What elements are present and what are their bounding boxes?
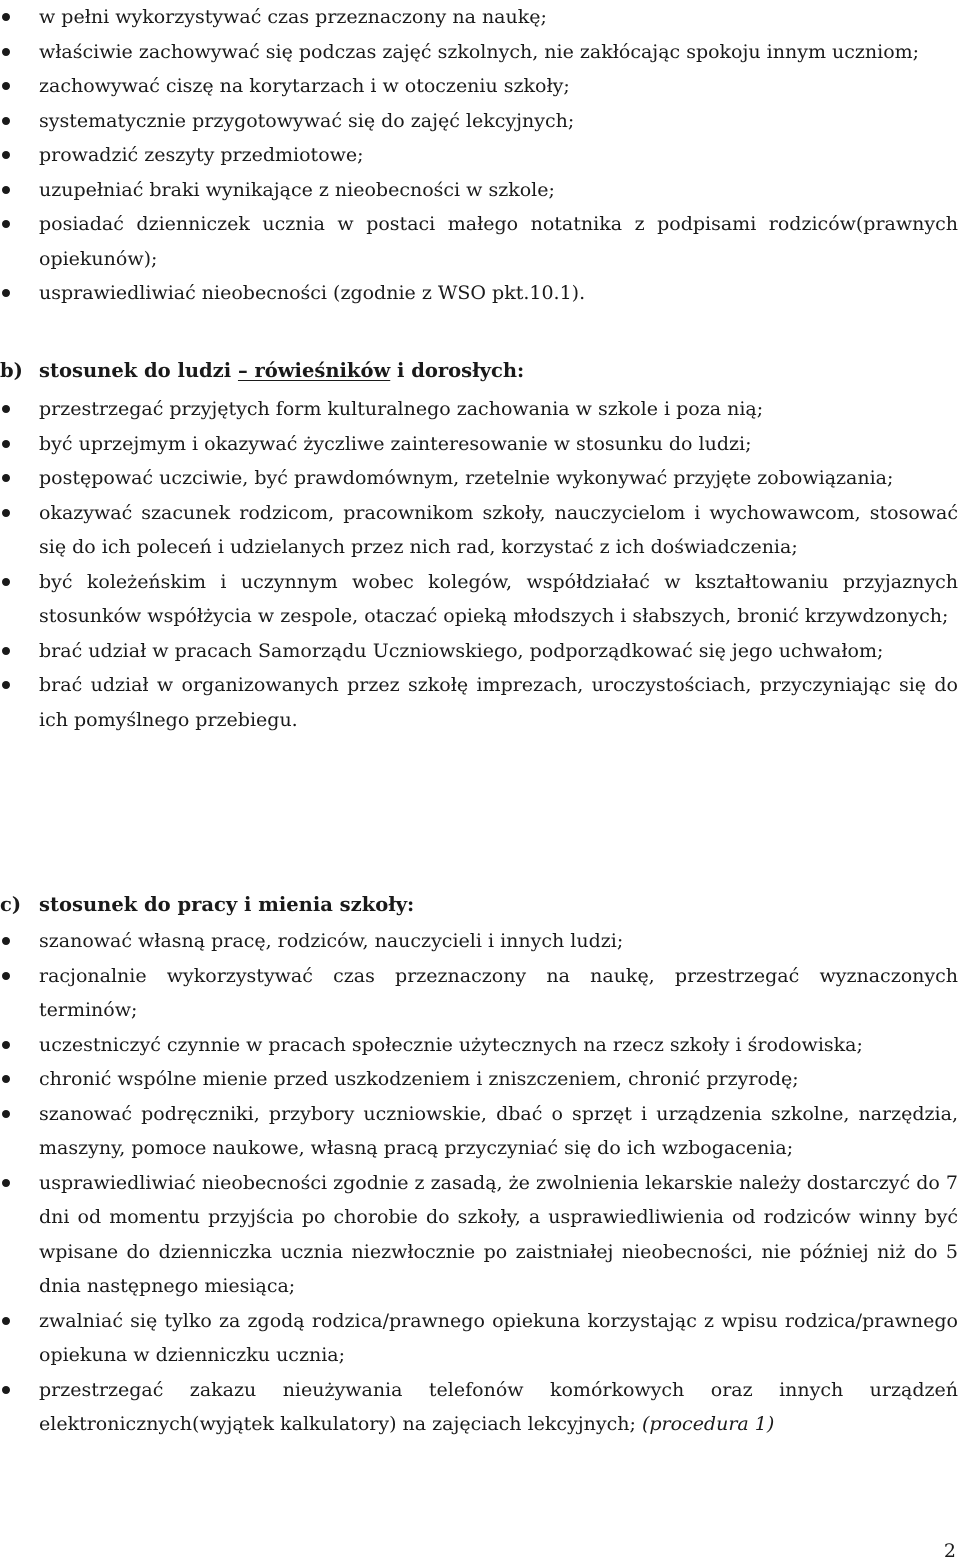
list-item: uczestniczyć czynnie w pracach społecznie użytecznych na rzecz szkoły i środowiska; <box>0 1028 958 1063</box>
list-item: racjonalnie wykorzystywać czas przeznaczony na naukę, przestrzegać wyznaczonych terminów; <box>0 959 958 1028</box>
bullet-icon <box>2 937 10 945</box>
bullet-icon <box>2 48 10 56</box>
list-item: być uprzejmym i okazywać życzliwe zainteresowanie w stosunku do ludzi; <box>0 427 958 462</box>
section-letter: c) <box>0 893 22 916</box>
bullet-icon <box>2 474 10 482</box>
bullet-icon <box>2 220 10 228</box>
bullet-icon <box>2 1110 10 1118</box>
duties-list-b <box>0 392 958 737</box>
list-item: szanować własną pracę, rodziców, nauczycieli i innych ludzi; <box>0 924 958 959</box>
heading-text: stosunek do pracy i mienia szkoły: <box>39 893 415 916</box>
list-item: zwalniać się tylko za zgodą rodzica/prawnego opiekuna korzystając z wpisu rodzica/prawnego opiekuna w dzienniczku ucznia; <box>0 1304 958 1373</box>
bullet-icon <box>2 405 10 413</box>
bullet-icon <box>2 1179 10 1187</box>
bullet-icon <box>2 681 10 689</box>
bullet-icon <box>2 82 10 90</box>
duties-list-a <box>0 0 958 311</box>
bullet-icon <box>2 509 10 517</box>
bullet-icon <box>2 289 10 297</box>
list-item: brać udział w organizowanych przez szkołę imprezach, uroczystościach, przyczyniając się do ich pomyślnego przebiegu. <box>0 668 958 737</box>
bullet-icon <box>2 13 10 21</box>
bullet-icon <box>2 1386 10 1394</box>
list-item: przestrzegać przyjętych form kulturalnego zachowania w szkole i poza nią; <box>0 392 958 427</box>
list-item: uzupełniać braki wynikające z nieobecności w szkole; <box>0 173 958 208</box>
procedure-reference: (procedura 1) <box>641 1413 775 1435</box>
list-item: chronić wspólne mienie przed uszkodzeniem i zniszczeniem, chronić przyrodę; <box>0 1062 958 1097</box>
bullet-icon <box>2 647 10 655</box>
bullet-icon <box>2 440 10 448</box>
section-letter: b) <box>0 359 23 382</box>
list-item: być koleżeńskim i uczynnym wobec kolegów, współdziałać w kształtowaniu przyjaznych stosunków współżycia w zespole, otaczać opieką młodszych i słabszych, bronić krzywdzonych; <box>0 565 958 634</box>
list-item: prowadzić zeszyty przedmiotowe; <box>0 138 958 173</box>
heading-text: stosunek do ludzi <box>39 359 238 382</box>
list-item: zachowywać ciszę na korytarzach i w otoczeniu szkoły; <box>0 69 958 104</box>
bullet-icon <box>2 151 10 159</box>
section-c-heading <box>0 888 414 922</box>
heading-text: i dorosłych: <box>390 359 525 382</box>
list-item: właściwie zachowywać się podczas zajęć szkolnych, nie zakłócając spokoju innym uczniom; <box>0 35 958 70</box>
list-item: okazywać szacunek rodzicom, pracownikom szkoły, nauczycielom i wychowawcom, stosować się do ich poleceń i udzielanych przez nich rad, korzystać z ich doświadczenia; <box>0 496 958 565</box>
list-item: brać udział w pracach Samorządu Uczniowskiego, podporządkować się jego uchwałom; <box>0 634 958 669</box>
bullet-icon <box>2 186 10 194</box>
heading-underlined-text: – rówieśników <box>237 359 391 382</box>
page-number: 2 <box>943 1540 956 1562</box>
list-item: w pełni wykorzystywać czas przeznaczony na naukę; <box>0 0 958 35</box>
section-b-heading <box>0 354 524 388</box>
list-item: przestrzegać zakazu nieużywania telefonów komórkowych oraz innych urządzeń elektronicznych(wyjątek kalkulatory) na zajęciach lekcyjnych; (procedura 1) <box>0 1373 958 1442</box>
list-item: usprawiedliwiać nieobecności (zgodnie z WSO pkt.10.1). <box>0 276 958 311</box>
bullet-icon <box>2 1075 10 1083</box>
duties-list-c <box>0 924 958 1442</box>
list-item: usprawiedliwiać nieobecności zgodnie z zasadą, że zwolnienia lekarskie należy dostarczyć do 7 dni od momentu przyjścia po chorobie do szkoły, a usprawiedliwienia od rodziców winny być wpisane do dzienniczka ucznia niezwłocznie po zaistniałej nieobecności, nie później niż do 5 dnia następnego miesiąca; <box>0 1166 958 1304</box>
bullet-icon <box>2 117 10 125</box>
bullet-icon <box>2 1317 10 1325</box>
bullet-icon <box>2 1041 10 1049</box>
bullet-icon <box>2 578 10 586</box>
list-item: systematycznie przygotowywać się do zajęć lekcyjnych; <box>0 104 958 139</box>
list-item: szanować podręczniki, przybory uczniowskie, dbać o sprzęt i urządzenia szkolne, narzędzia, maszyny, pomoce naukowe, własną pracą przyczyniać się do ich wzbogacenia; <box>0 1097 958 1166</box>
bullet-icon <box>2 972 10 980</box>
list-item: posiadać dzienniczek ucznia w postaci małego notatnika z podpisami rodziców(prawnych opiekunów); <box>0 207 958 276</box>
list-item: postępować uczciwie, być prawdomównym, rzetelnie wykonywać przyjęte zobowiązania; <box>0 461 958 496</box>
